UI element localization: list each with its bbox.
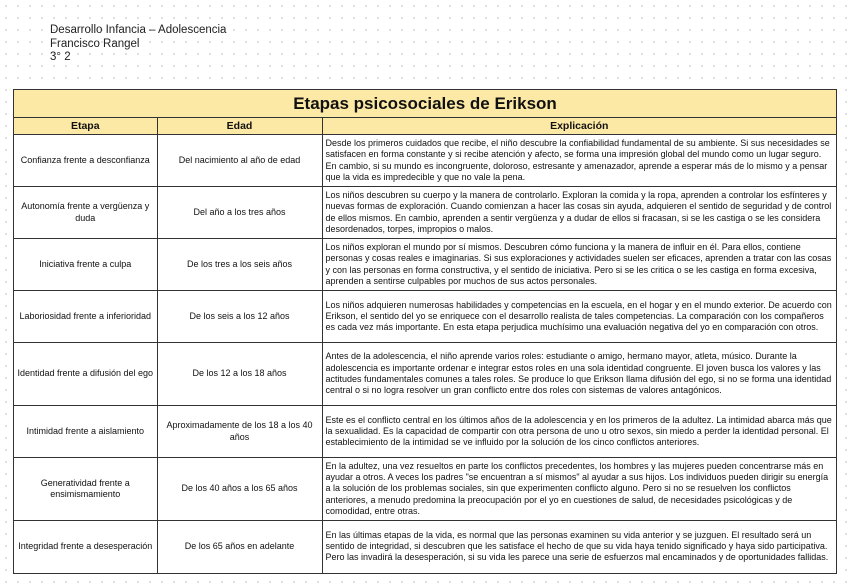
age-cell: De los seis a los 12 años — [157, 291, 322, 343]
stage-cell: Iniciativa frente a culpa — [14, 239, 157, 291]
column-header-explicacion: Explicación — [322, 118, 836, 135]
table-header-row — [14, 118, 836, 135]
explanation-cell: Antes de la adolescencia, el niño aprende varios roles: estudiante o amigo, hermano mayor, atleta, músico. Durante la adolescencia es importante ordenar e integrar estos roles en una sola identidad congruente. El joven busca los valores y las actitudes fundamentales comunes a tales roles. Se produce lo que Erikson llama difusión del ego, si no se forma una identidad central o si no logra resolver un gran conflicto entre dos roles con sistemas de valores antagónicos. — [322, 343, 836, 406]
age-cell: De los 12 a los 18 años — [157, 343, 322, 406]
erikson-table — [13, 89, 837, 574]
stage-cell: Confianza frente a desconfianza — [14, 135, 157, 187]
author-name: Francisco Rangel — [50, 37, 140, 50]
stage-cell: Integridad frente a desesperación — [14, 521, 157, 573]
explanation-cell: En la adultez, una vez resueltos en parte los conflictos precedentes, los hombres y las mujeres pueden concentrarse más en ayudar a otros. A veces los padres "se encuentran a sí mismos" al ayudar a sus hijos. Los individuos pueden dirigir su energía a la solución de los problemas sociales, sin que experimenten conflicto alguno. Pero si no se resuelven los conflictos anteriores, a menudo predomina la preocupación por el yo en cuestiones de salud, de necesidades psicológicas y de comodidad, entre otras. — [322, 458, 836, 521]
document-header — [50, 24, 226, 65]
stage-cell: Generatividad frente a ensimismamiento — [14, 458, 157, 521]
age-cell: De los 40 años a los 65 años — [157, 458, 322, 521]
stages-table — [14, 118, 836, 573]
table-row — [14, 187, 836, 239]
table-row — [14, 239, 836, 291]
column-header-edad: Edad — [157, 118, 322, 135]
column-header-etapa: Etapa — [14, 118, 157, 135]
explanation-cell: Los niños descubren su cuerpo y la manera de controlarlo. Exploran la comida y la ropa, aprenden a controlar los esfínteres y nuevas formas de exploración. Cuando comienzan a hacer las cosas sin ayuda, adquieren el sentido de seguridad y de control de ellos mismos. En cambio, aprenden a sentir vergüenza y a dudar de ellos si fracasan, si se les castiga o se les considera desordenados, torpes, impropios o malos. — [322, 187, 836, 239]
explanation-cell: Los niños adquieren numerosas habilidades y competencias en la escuela, en el hogar y en el mundo exterior. De acuerdo con Erikson, el sentido del yo se enriquece con el desarrollo realista de tales competencias. La comparación con los compañeros es cada vez más importante. En esta etapa perjudica muchísimo una evaluación negativa del yo en comparación con otros. — [322, 291, 836, 343]
explanation-cell: Los niños exploran el mundo por sí mismos. Descubren cómo funciona y la manera de influir en él. Para ellos, contiene personas y cosas reales e imaginarias. Si sus exploraciones y actividades suelen ser eficaces, aprenden a tratar con las cosas y con las personas en forma constructiva, y el sentido de iniciativa. Pero si se les critica o se les castiga en forma excesiva, aprenden a sentirse culpables por muchos de sus actos personales. — [322, 239, 836, 291]
table-row — [14, 291, 836, 343]
explanation-cell: En las últimas etapas de la vida, es normal que las personas examinen su vida anterior y se juzguen. El resultado será un sentido de integridad, si descubren que les satisface el hecho de que su vida haya tenido significado y haya sido participativa. Pero las invadirá la desesperación, si su vida les parece una serie de esfuerzos mal encaminados y de oportunidades fallidas. — [322, 521, 836, 573]
course-title: Desarrollo Infancia – Adolescencia — [50, 24, 227, 36]
table-title: Etapas psicosociales de Erikson — [14, 90, 836, 118]
age-cell: Del año a los tres años — [157, 187, 322, 239]
explanation-cell: Desde los primeros cuidados que recibe, el niño descubre la confiabilidad fundamental de su ambiente. Si sus necesidades se satisfacen en forma constante y si recibe atención y afecto, se forma una impresión global del mundo como un lugar seguro. En cambio, si su mundo es incongruente, doloroso, estresante y amenazador, aprende a esperar más de lo mismo y a pensar que la vida es impredecible y que no vale la pena. — [322, 135, 836, 187]
table-row — [14, 135, 836, 187]
age-cell: De los 65 años en adelante — [157, 521, 322, 573]
explanation-cell: Este es el conflicto central en los últimos años de la adolescencia y en los primeros de la adultez. La intimidad abarca más que la sexualidad. Es la capacidad de compartir con otra persona de uno u otro sexos, sin miedo a perder la identidad personal. El establecimiento de la intimidad se ve influido por la solución de los cinco conflictos anteriores. — [322, 406, 836, 458]
age-cell: Aproximadamente de los 18 a los 40 años — [157, 406, 322, 458]
age-cell: Del nacimiento al año de edad — [157, 135, 322, 187]
stage-cell: Identidad frente a difusión del ego — [14, 343, 157, 406]
table-row — [14, 406, 836, 458]
table-row — [14, 521, 836, 573]
table-row — [14, 343, 836, 406]
stage-cell: Laboriosidad frente a inferioridad — [14, 291, 157, 343]
group-label: 3° 2 — [50, 51, 71, 63]
table-row — [14, 458, 836, 521]
age-cell: De los tres a los seis años — [157, 239, 322, 291]
stage-cell: Intimidad frente a aislamiento — [14, 406, 157, 458]
stage-cell: Autonomía frente a vergüenza y duda — [14, 187, 157, 239]
